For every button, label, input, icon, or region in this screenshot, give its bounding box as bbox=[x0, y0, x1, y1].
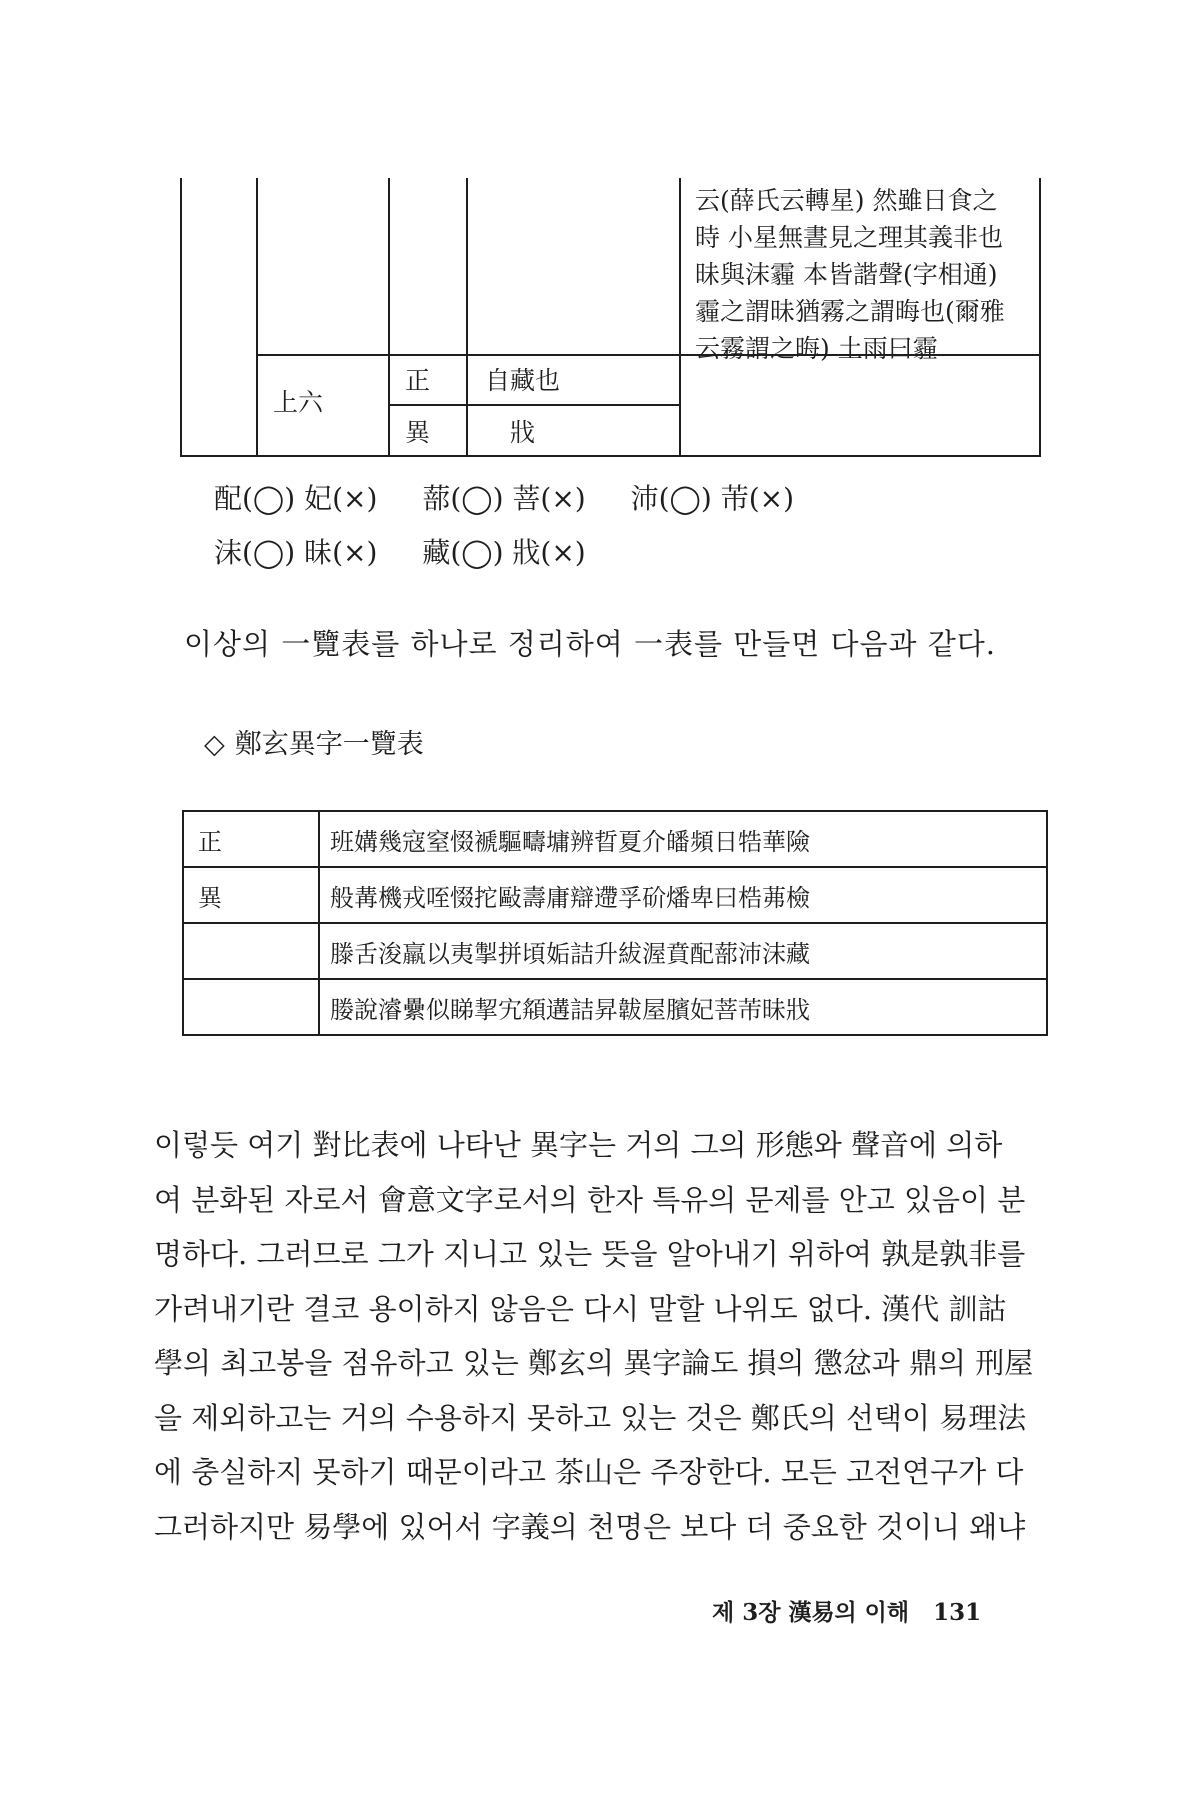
zheng-label: 正 bbox=[405, 366, 431, 395]
row-label: 正 bbox=[183, 811, 319, 867]
table-border bbox=[388, 178, 390, 457]
paragraph-line: 명하다. 그러므로 그가 지니고 있는 뜻을 알아내기 위하여 孰是孰非를 bbox=[154, 1237, 1026, 1271]
marker-row bbox=[214, 472, 830, 526]
table-border bbox=[1039, 178, 1041, 457]
table-note bbox=[695, 182, 1035, 367]
row-label: 異 bbox=[183, 867, 319, 923]
list-title-text: 鄭玄異字一覽表 bbox=[234, 729, 424, 760]
correctness-markers bbox=[214, 472, 830, 580]
row-label bbox=[183, 979, 319, 1035]
row-chars: 媵說濬纍似睇挈宄頯遘詰昇韍屋臏妃菩芾昧戕 bbox=[319, 979, 1047, 1035]
table-border bbox=[180, 455, 1041, 457]
zheng-value: 自藏也 bbox=[485, 366, 561, 395]
list-title bbox=[204, 722, 424, 761]
note-line: 昧與沫霾 本皆諧聲(字相通) bbox=[695, 260, 998, 289]
paragraph-line: 이렇듯 여기 對比表에 나타난 異字는 거의 그의 形態와 聲音에 의하 bbox=[154, 1128, 1003, 1162]
row-chars: 滕舌浚羸以夷掣拼頃姤詰升紱渥賁配蔀沛沫藏 bbox=[319, 923, 1047, 979]
table-border bbox=[466, 178, 468, 457]
table-row bbox=[183, 867, 1047, 923]
page-footer bbox=[712, 1594, 981, 1627]
marker-pair: 沫(◯) 昧(×) bbox=[214, 536, 378, 569]
body-paragraph bbox=[154, 1118, 1054, 1554]
table-row bbox=[183, 811, 1047, 867]
table-border bbox=[256, 178, 258, 457]
marker-pair: 藏(◯) 戕(×) bbox=[422, 536, 586, 569]
paragraph-line: 가려내기란 결코 용이하지 않음은 다시 말할 나위도 없다. 漢代 訓詁 bbox=[154, 1291, 1007, 1326]
note-line: 云霧謂之晦) 土雨曰霾 bbox=[695, 334, 938, 363]
table-row bbox=[183, 979, 1047, 1035]
paragraph-line: 그러하지만 易學에 있어서 字義의 천명은 보다 더 중요한 것이니 왜냐 bbox=[154, 1509, 1026, 1544]
variant-character-table bbox=[182, 810, 1048, 1036]
table-border bbox=[388, 404, 681, 406]
paragraph-line: 여 분화된 자로서 會意文字로서의 한자 특유의 문제를 안고 있음이 분 bbox=[154, 1182, 1026, 1217]
table-row bbox=[183, 923, 1047, 979]
note-line: 云(薛氏云轉星) 然雖日食之 bbox=[695, 186, 998, 215]
yi-label: 異 bbox=[405, 418, 431, 447]
table-border bbox=[180, 178, 182, 457]
intro-sentence: 이상의 一覽表를 하나로 정리하여 一表를 만들면 다음과 같다. bbox=[184, 627, 997, 661]
marker-pair: 配(◯) 妃(×) bbox=[214, 482, 378, 515]
paragraph-line: 에 충실하지 못하기 때문이라고 茶山은 주장한다. 모든 고전연구가 다 bbox=[154, 1455, 1024, 1489]
diamond-icon: ◇ bbox=[204, 729, 225, 760]
row-chars: 般冓機戎咥惙拕敺壽庸辯遰孚砎燔卑曰梏茀檢 bbox=[319, 867, 1047, 923]
note-line: 時 小星無晝見之理其義非也 bbox=[695, 223, 1003, 252]
paragraph-line: 을 제외하고는 거의 수용하지 못하고 있는 것은 鄭氏의 선택이 易理法 bbox=[154, 1400, 1027, 1435]
paragraph-line: 學의 최고봉을 점유하고 있는 鄭玄의 異字論도 損의 懲忿과 鼎의 刑屋 bbox=[154, 1346, 1034, 1380]
row-chars: 班媾幾寇窒惙褫驅疇墉辨晢夏介皤頻日牿華險 bbox=[319, 811, 1047, 867]
table-border bbox=[679, 178, 681, 457]
yi-value: 戕 bbox=[510, 418, 536, 447]
row-label bbox=[183, 923, 319, 979]
chapter-title: 제 3장 漢易의 이해 bbox=[712, 1599, 910, 1626]
note-line: 霾之謂昧猶霧之謂晦也(爾雅 bbox=[695, 297, 1005, 326]
row-label-shangliu: 上六 bbox=[273, 388, 324, 417]
marker-pair: 沛(◯) 芾(×) bbox=[630, 482, 795, 515]
marker-pair: 蔀(◯) 菩(×) bbox=[422, 482, 586, 515]
page-number: 131 bbox=[933, 1599, 982, 1626]
marker-row bbox=[214, 526, 830, 580]
